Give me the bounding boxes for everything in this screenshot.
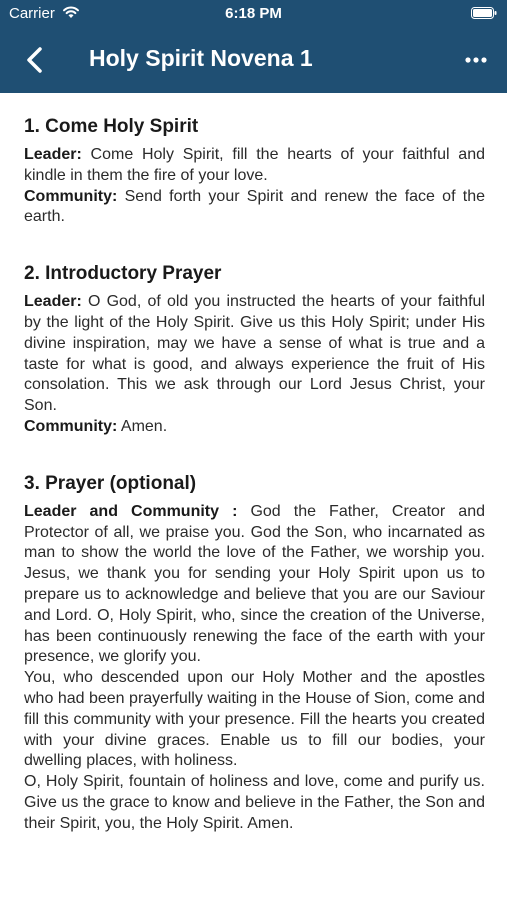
page-title: Holy Spirit Novena 1 [89, 45, 313, 71]
prayer-text: Send forth your Spirit and renew the face of the earth. [24, 187, 485, 226]
prayer-section [24, 115, 485, 228]
section-title: 3. Prayer (optional) [24, 472, 197, 494]
prayer-paragraph [24, 145, 485, 187]
prayer-text: You, who descended upon our Holy Mother and the apostles who had been prayerfully waiting in the House of Sion, come and fill this community with your presence. Fill the hearts you created with your divine graces. Enable us to fill our bodies, your dwelling places, with holiness. [24, 669, 485, 770]
prayer-text: O God, of old you instructed the hearts of your faithful by the light of the Holy Spirit. Give us this Holy Spirit; under His divine inspiration, may we have a sense of what is true and a taste for what is good, and always experience the fruit of His consolation. This we ask through our Lord Jesus Christ, your Son. [24, 293, 485, 415]
battery-icon [471, 7, 497, 19]
section-title: 1. Come Holy Spirit [24, 116, 199, 137]
prayer-text: Come Holy Spirit, fill the hearts of your faithful and kindle in them the fire of your love. [24, 146, 485, 184]
status-time: 6:18 PM [225, 5, 282, 22]
prayer-paragraph [24, 772, 485, 834]
prayer-paragraph [24, 187, 485, 229]
prayer-section [24, 472, 485, 835]
top-bar [0, 0, 507, 93]
nav-bar [0, 28, 507, 93]
more-button[interactable] [461, 48, 491, 72]
speaker-role: Community: [24, 417, 118, 435]
prayer-paragraph [24, 668, 485, 772]
prayer-paragraph [24, 502, 485, 668]
speaker-role: Leader: [24, 146, 82, 163]
prayer-paragraph [24, 292, 485, 417]
carrier-label: Carrier [9, 5, 55, 22]
prayer-text: God the Father, Creator and Protector of all, we praise you. God the Son, who incarnated as man to show the world the love of the Father, we worship you. Jesus, we thank you for sending your Holy Spirit upon us to prepare us to acknowledge and believe that you are our Saviour and Lord. O, Holy Spirit, who, since the creation of the Universe, has been continuously renewing the face of the earth with your presence, we glorify you. [24, 502, 485, 666]
speaker-role: Leader and Community : [24, 502, 238, 520]
prayer-paragraph [24, 417, 485, 438]
prayer-section [24, 262, 485, 438]
status-bar [0, 0, 507, 28]
prayer-text: Amen. [117, 417, 168, 435]
novena-content[interactable] [24, 93, 485, 900]
speaker-role: Leader: [24, 293, 82, 311]
chevron-left-icon [29, 49, 40, 71]
more-horizontal-icon [465, 57, 486, 62]
prayer-text: O, Holy Spirit, fountain of holiness and love, come and purify us. Give us the grace to know and believe in the Father, the Son and their Spirit, you, the Holy Spirit. Amen. [24, 773, 485, 832]
section-title: 2. Introductory Prayer [24, 263, 222, 285]
speaker-role: Community: [24, 187, 118, 205]
back-button[interactable] [20, 43, 50, 77]
